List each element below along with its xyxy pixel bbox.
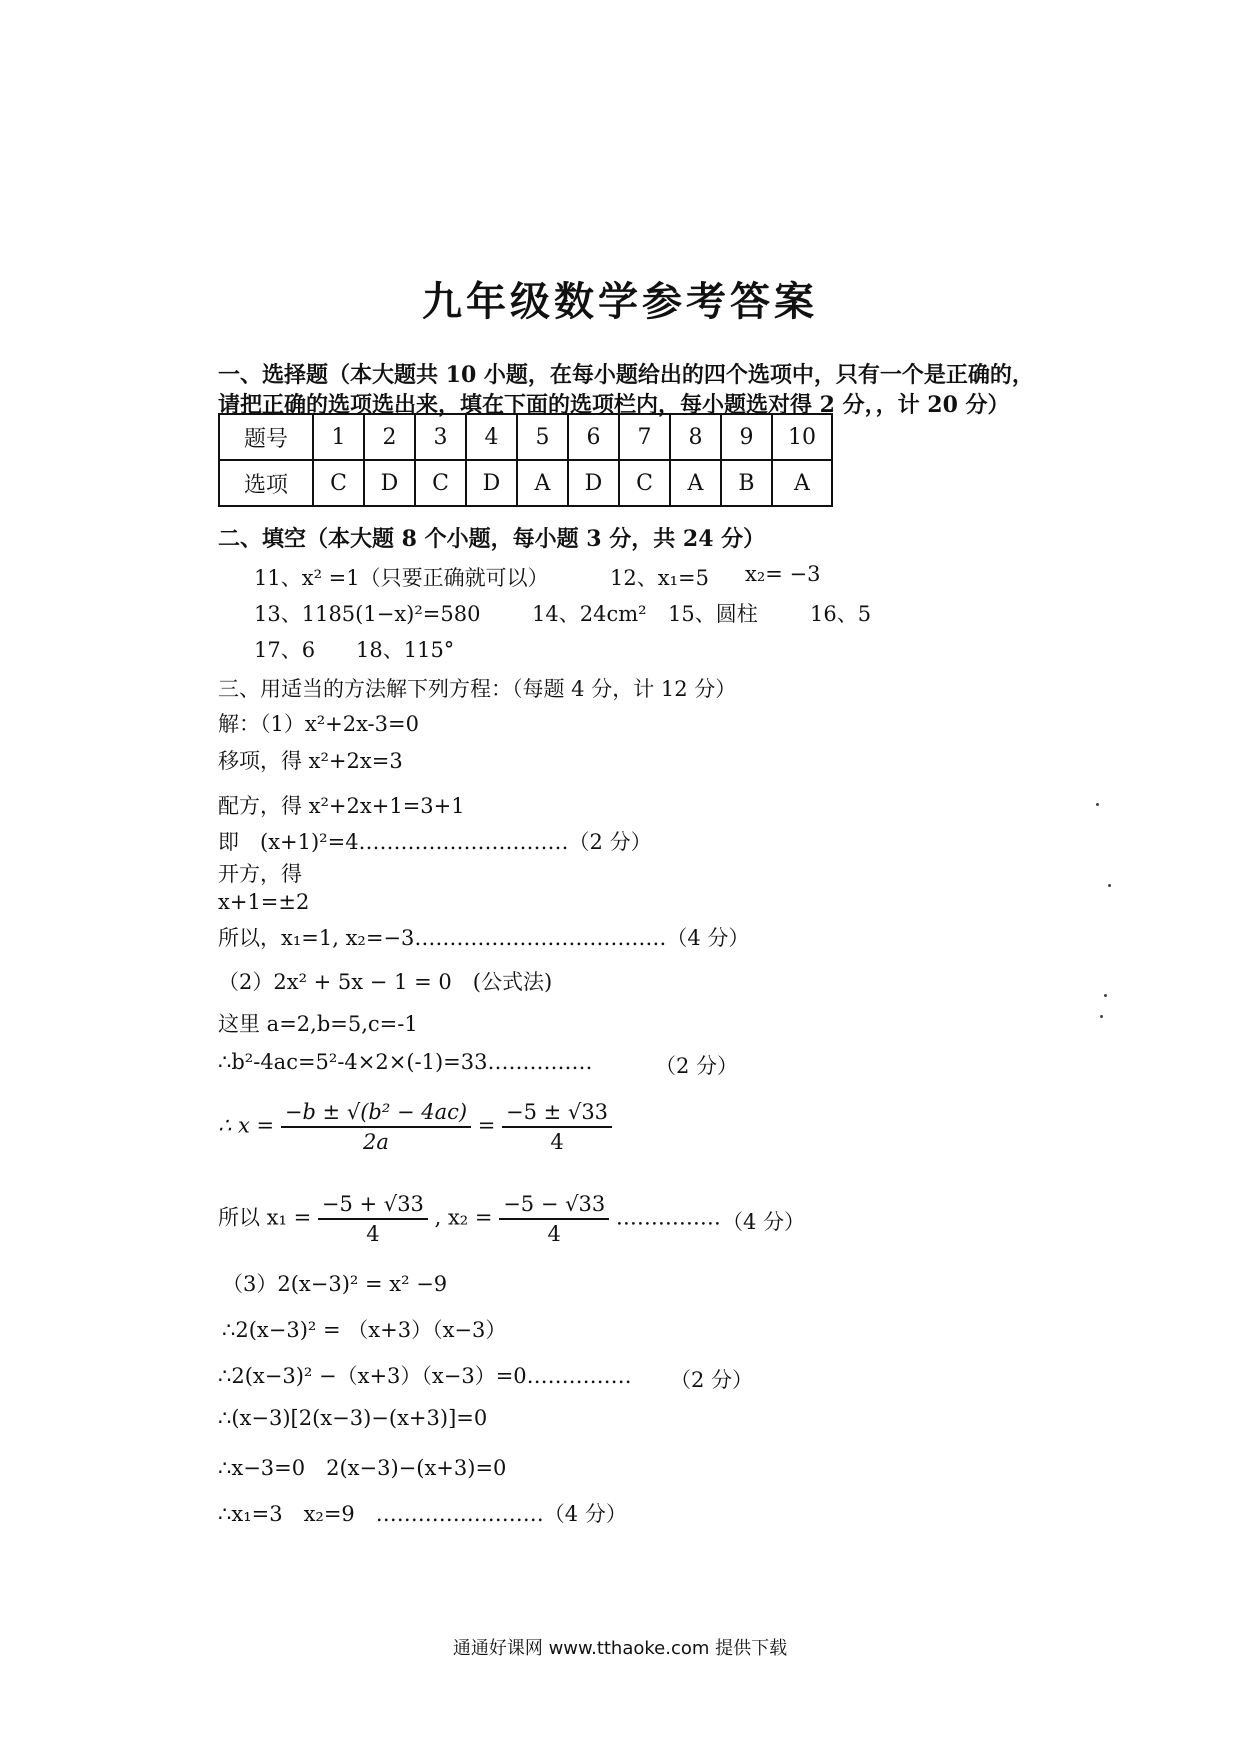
problem3-line4: ∴(x−3)[2(x−3)−(x+3)]=0 <box>218 1406 488 1430</box>
table-number-cell: 10 <box>772 414 832 460</box>
table-answer-cell: D <box>568 460 619 506</box>
solution-x1-numerator: −5 + √33 <box>318 1192 428 1220</box>
answer-table-number-row <box>219 414 832 460</box>
section2-heading: 二、填空（本大题 8 个小题，每小题 3 分，共 24 分） <box>218 526 766 552</box>
scan-speck <box>1096 803 1099 806</box>
solutions-dots: …………… <box>615 1205 721 1230</box>
page-title: 九年级数学参考答案 <box>422 279 818 325</box>
solutions-prefix: 所以 x₁ = <box>218 1205 312 1230</box>
scan-speck <box>1108 884 1111 887</box>
problem1-line2: 移项，得 x²+2x=3 <box>218 749 403 773</box>
table-number-cell: 7 <box>619 414 670 460</box>
solution-x2-denominator: 4 <box>547 1222 561 1246</box>
table-number-cell: 2 <box>364 414 415 460</box>
problem2-solutions-score: （4 分） <box>722 1210 806 1234</box>
problem1-line3: 配方，得 x²+2x+1=3+1 <box>218 794 465 818</box>
answer-15: 15、圆柱 <box>668 602 758 626</box>
table-answer-cell: C <box>415 460 466 506</box>
table-number-cell: 5 <box>517 414 568 460</box>
scan-speck <box>1104 994 1107 997</box>
problem2-formula <box>218 1100 612 1154</box>
table-answer-cell: A <box>772 460 832 506</box>
problem2-line3-score: （2 分） <box>655 1054 739 1078</box>
formula-fraction-value <box>502 1100 612 1154</box>
answer-18: 18、115° <box>356 638 455 662</box>
table-number-cell: 3 <box>415 414 466 460</box>
table-number-cell: 4 <box>466 414 517 460</box>
table-number-cell: 9 <box>721 414 772 460</box>
problem3-line6: ∴x₁=3 x₂=9 ……………………（4 分） <box>218 1502 627 1526</box>
formula-numerator-value: −5 ± √33 <box>502 1100 612 1128</box>
formula-numerator: −b ± √(b² − 4ac) <box>281 1100 471 1128</box>
problem3-line3: ∴2(x−3)² −（x+3）（x−3）=0…………… <box>218 1364 632 1388</box>
problem3-line1: （3）2(x−3)² = x² −9 <box>222 1272 448 1296</box>
answer-16: 16、5 <box>810 602 872 626</box>
section1-heading-line2: 请把正确的选项选出来，填在下面的选项栏内，每小题选对得 2 分，，计 20 分） <box>218 392 1010 418</box>
table-answer-cell: C <box>619 460 670 506</box>
table-number-cell: 1 <box>313 414 364 460</box>
table-number-cell: 6 <box>568 414 619 460</box>
problem3-line3-score: （2 分） <box>670 1368 754 1392</box>
solutions-separator: , x₂ = <box>434 1205 493 1230</box>
table-answer-cell: D <box>466 460 517 506</box>
problem2-line3: ∴b²-4ac=5²-4×2×(-1)=33…………… <box>218 1050 593 1074</box>
solution-x2-fraction <box>499 1192 609 1246</box>
formula-equals: = <box>477 1113 496 1138</box>
answer-17: 17、6 <box>254 638 316 662</box>
table-answer-cell: B <box>721 460 772 506</box>
solution-x2-numerator: −5 − √33 <box>499 1192 609 1220</box>
answer-13: 13、1185(1−x)²=580 <box>254 602 481 626</box>
problem1-line5: 开方，得 <box>218 862 302 886</box>
answer-12b: x₂= −3 <box>745 562 821 586</box>
problem1-line7: 所以，x₁=1, x₂=−3………………………………（4 分） <box>218 926 750 950</box>
footer-source: 通通好课网 www.tthaoke.com 提供下载 <box>452 1638 788 1659</box>
table-label-answer: 选项 <box>219 460 313 506</box>
answer-table <box>218 413 833 507</box>
problem2-line1: （2）2x² + 5x − 1 = 0 (公式法) <box>218 970 553 994</box>
table-number-cell: 8 <box>670 414 721 460</box>
answer-12a: 12、x₁=5 <box>610 566 709 590</box>
table-label-number: 题号 <box>219 414 313 460</box>
section3-heading: 三、用适当的方法解下列方程：（每题 4 分，计 12 分） <box>218 677 737 701</box>
section1-heading-line1: 一、选择题（本大题共 10 小题，在每小题给出的四个选项中，只有一个是正确的， <box>218 362 1034 388</box>
formula-fraction-general <box>281 1100 471 1154</box>
answer-table-answer-row <box>219 460 832 506</box>
problem2-line2: 这里 a=2,b=5,c=-1 <box>218 1012 418 1036</box>
scan-speck <box>1100 1015 1103 1018</box>
formula-denominator-value: 4 <box>550 1130 564 1154</box>
formula-prefix: ∴ x = <box>218 1113 275 1138</box>
solution-x1-denominator: 4 <box>366 1222 380 1246</box>
table-answer-cell: C <box>313 460 364 506</box>
answer-11: 11、x² =1（只要正确就可以） <box>254 566 549 590</box>
problem3-line2: ∴2(x−3)² = （x+3）（x−3） <box>222 1318 507 1342</box>
problem1-line1: 解：（1）x²+2x-3=0 <box>218 712 419 736</box>
table-answer-cell: A <box>670 460 721 506</box>
formula-denominator: 2a <box>363 1130 389 1154</box>
answer-14: 14、24cm² <box>532 602 647 626</box>
problem1-line6: x+1=±2 <box>218 890 310 914</box>
table-answer-cell: D <box>364 460 415 506</box>
problem2-solutions <box>218 1192 721 1246</box>
solution-x1-fraction <box>318 1192 428 1246</box>
problem3-line5: ∴x−3=0 2(x−3)−(x+3)=0 <box>218 1456 507 1480</box>
table-answer-cell: A <box>517 460 568 506</box>
problem1-line4: 即 (x+1)²=4…………………………（2 分） <box>218 830 652 854</box>
